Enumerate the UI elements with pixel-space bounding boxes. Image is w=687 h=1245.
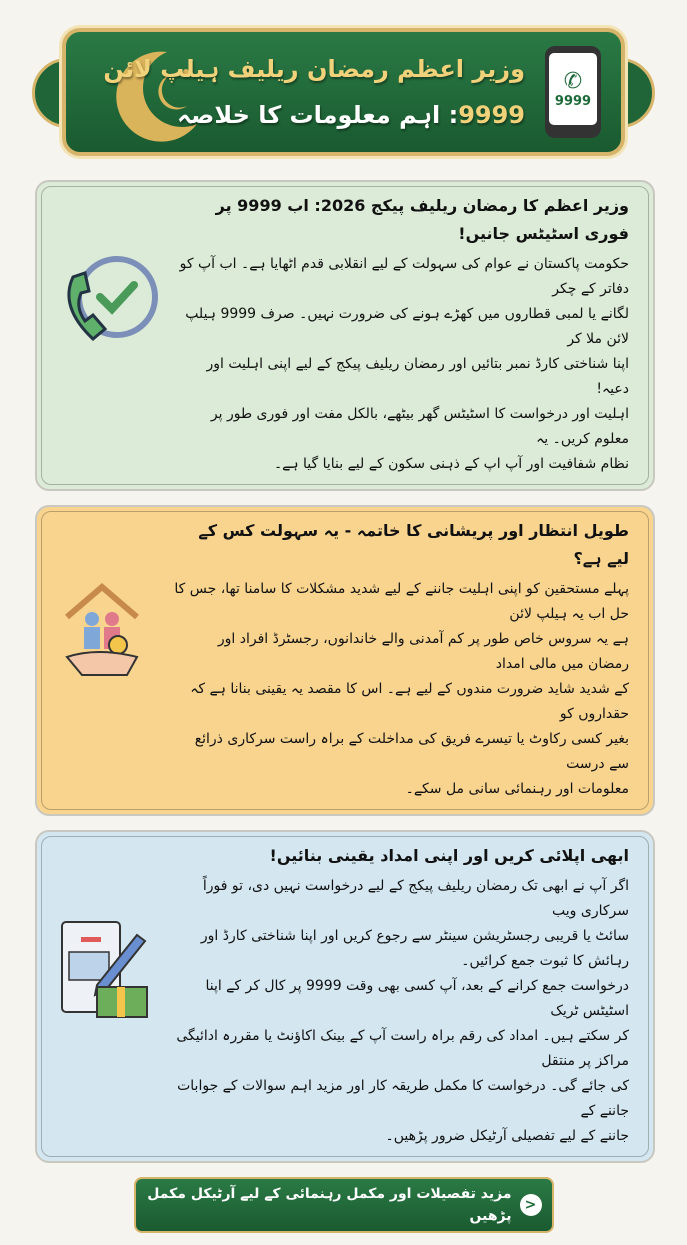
form-pen-money-icon bbox=[57, 917, 152, 1027]
card-heading: وزیر اعظم کا رمضان ریلیف پیکج 2026: اب 9999 پر فوری اسٹیٹس جانیں! bbox=[215, 196, 629, 243]
chevron-left-icon: < bbox=[520, 1194, 542, 1216]
header-banner bbox=[22, 16, 665, 166]
card-text-line: لگانے یا لمبی قطاروں میں کھڑے ہونے کی ضرورت نہیں۔ صرف 9999 ہیلپ لائن ملا کر bbox=[185, 306, 629, 347]
card-text-line: اگر آپ نے ابھی تک رمضان ریلیف پیکج کے لیے درخواست نہیں دی، تو فوراً سرکاری ویب bbox=[202, 878, 629, 919]
banner-titles bbox=[103, 36, 525, 148]
read-full-article-button[interactable] bbox=[134, 1177, 554, 1233]
card-heading: ابھی اپلائی کریں اور اپنی امداد یقینی بنائیں! bbox=[269, 846, 629, 865]
card-heading: طویل انتظار اور پریشانی کا خاتمہ - یہ سہولت کس کے لیے ہے؟ bbox=[198, 521, 629, 568]
title-line-1: وزیر اعظم رمضان ریلیف ہیلپ لائن bbox=[103, 55, 525, 83]
card-text-line: کر سکتے ہیں۔ امداد کی رقم براہ راست آپ کے بینک اکاؤنٹ یا مقررہ ادائیگی مراکز پر منتقل bbox=[176, 1028, 629, 1069]
phone-check-clock-icon bbox=[55, 247, 165, 357]
card-text-line: جاننے کے لیے تفصیلی آرٹیکل ضرور پڑھیں۔ bbox=[385, 1128, 629, 1144]
card-text-line: کے شدید شاید ضرورت مندوں کے لیے ہے۔ اس کا مقصد یہ یقینی بنانا ہے کہ حقداروں کو bbox=[190, 681, 629, 722]
card-text-line: نظام شفافیت اور آپ اپ کے ذہنی سکون کے لیے بنایا گیا ہے۔ bbox=[273, 456, 629, 472]
card-text-line: بغیر کسی رکاوٹ یا تیسرے فریق کی مداخلت کے براہ راست سرکاری ذرائع سے درست bbox=[194, 731, 629, 772]
title-line-2 bbox=[177, 95, 525, 135]
card-text-line: ہے یہ سروس خاص طور پر کم آمدنی والے خاندانوں، رجسٹرڈ افراد اور رمضان میں مالی امداد bbox=[217, 631, 629, 672]
card-text-line: حکومت پاکستان نے عوام کی سہولت کے لیے انقلابی قدم اٹھایا ہے۔ اب آپ کو دفاتر کے چکر bbox=[179, 256, 629, 297]
phone-call-icon: ✆ bbox=[563, 69, 583, 94]
card-text-line: پہلے مستحقین کو اپنی اہلیت جاننے کے لیے شدید مشکلات کا سامنا تھا، جس کا حل اب یہ ہیلپ لائن bbox=[174, 581, 629, 622]
family-house-hand-icon bbox=[57, 577, 147, 697]
eligibility-card bbox=[35, 505, 655, 816]
card-text-line: معلومات اور رہنمائی سانی مل سکے۔ bbox=[405, 781, 629, 797]
card-text-line: اپنا شناختی کارڈ نمبر بتائیں اور رمضان ریلیف پیکج کے لیے اپنی اہلیت اور دعیہ! bbox=[206, 356, 629, 397]
card-text-line: سائٹ یا قریبی رجسٹریشن سینٹر سے رجوع کریں اور اپنا شناختی کارڈ اور رہائش کا ثبوت جمع کرائیں۔ bbox=[200, 928, 629, 969]
phone-icon bbox=[545, 46, 601, 138]
card-text-line: کی جائے گی۔ درخواست کا مکمل طریقہ کار اور مزید اہم سوالات کے جوابات جاننے کے bbox=[177, 1078, 629, 1119]
card-text-line: درخواست جمع کرانے کے بعد، آپ کسی بھی وقت 9999 پر کال کر کے اپنا اسٹیٹس ٹریک bbox=[205, 978, 629, 1019]
phone-number: 9999 bbox=[554, 94, 592, 109]
footer-label: مزید تفصیلات اور مکمل رہنمائی کے لیے آرٹیکل مکمل پڑھیں bbox=[147, 1186, 512, 1224]
status-info-card bbox=[35, 180, 655, 491]
apply-now-card bbox=[35, 830, 655, 1163]
title-number: 9999 bbox=[458, 101, 525, 129]
title-subtitle: : اہم معلومات کا خلاصہ bbox=[177, 101, 459, 129]
card-text-line: اہلیت اور درخواست کا اسٹیٹس گھر بیٹھے، بالکل مفت اور فوری طور پر معلوم کریں۔ یہ bbox=[210, 406, 629, 447]
